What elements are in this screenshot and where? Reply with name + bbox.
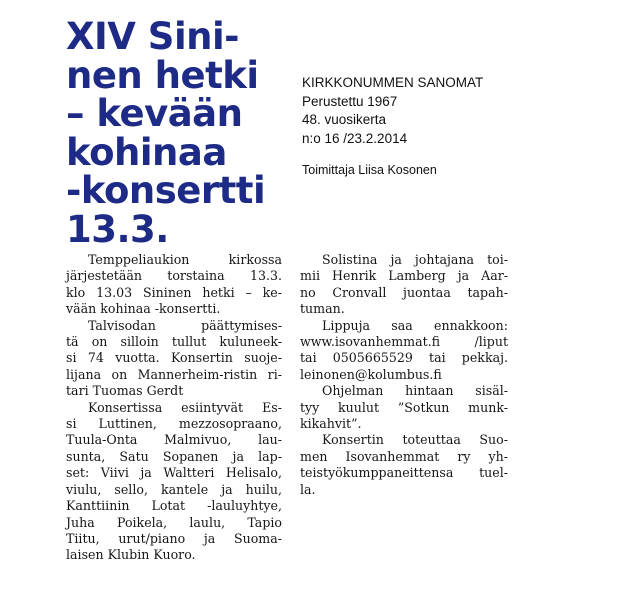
headline-line: -konsertti — [66, 169, 266, 212]
headline-line: 13.3. — [66, 207, 169, 251]
article-line: Tiitu, urut/piano ja Suoma- — [66, 530, 282, 546]
article-line: tuman. — [300, 301, 345, 317]
article-line: Kanttiinin Lotat -lauluyhtye, — [66, 498, 282, 514]
article-line: Juha Poikela, laulu, Tapio — [66, 514, 282, 530]
article-paragraph — [300, 318, 508, 384]
volume-line: 48. vuosikerta — [302, 112, 387, 127]
article-column-2 — [300, 252, 508, 498]
article-line: tari Tuomas Gerdt — [66, 383, 184, 399]
masthead — [302, 74, 483, 148]
article-line: Tuula-Onta Malmivuo, lau- — [66, 432, 282, 448]
editor-credit: Toimittaja Liisa Kosonen — [302, 163, 437, 177]
article-line: klo 13.03 Sininen hetki – ke- — [66, 284, 282, 300]
article-line: Konsertissa esiintyvät Es- — [88, 399, 282, 415]
paper-name: KIRKKONUMMEN SANOMAT — [302, 75, 484, 90]
article-line: kikahvit”. — [300, 416, 362, 432]
article-paragraph — [66, 400, 282, 564]
article-line: lijana on Mannerheim-ristin ri- — [66, 366, 282, 382]
article-line: Ohjelman hintaan sisäl- — [322, 383, 508, 399]
headline-line: – kevään — [66, 92, 243, 135]
article-line: men Isovanhemmat ry yh- — [300, 448, 508, 464]
article-line: laisen Klubin Kuoro. — [66, 547, 196, 563]
article-line: viulu, sello, kantele ja huilu, — [66, 481, 282, 497]
article-line: si Luttinen, mezzosopraano, — [66, 416, 282, 432]
article-line: Talvisodan päättymises- — [88, 317, 282, 333]
article-line: tyy kuulut ”Sotkun munk- — [300, 399, 508, 415]
article-paragraph — [66, 252, 282, 318]
article-line: Temppeliaukion kirkossa — [88, 252, 282, 267]
article-paragraph — [300, 252, 508, 318]
headline-line: XIV Sini- — [66, 15, 240, 58]
headline-line: kohinaa — [66, 130, 227, 174]
article-line: Solistina ja johtajana toi- — [322, 252, 508, 267]
founded-line: Perustettu 1967 — [302, 93, 398, 109]
article-line: Konsertin toteuttaa Suo- — [322, 432, 508, 448]
article-line: järjestetään torstaina 13.3. — [66, 268, 282, 284]
article-line: leinonen@kolumbus.fi — [300, 366, 442, 382]
article-column-1 — [66, 252, 282, 564]
article-paragraph — [66, 318, 282, 400]
article-line: set: Viivi ja Waltteri Helisalo, — [66, 465, 282, 481]
article-line: la. — [300, 481, 316, 497]
article-line: tai 0505665529 tai pekkaj. — [300, 350, 508, 366]
article-line: si 74 vuotta. Konsertin suoje- — [66, 350, 282, 366]
article-line: sunta, Satu Sopanen ja lap- — [66, 448, 282, 464]
article-line: tä on silloin tullut kuluneek- — [66, 334, 282, 350]
article-line: teistyökumppaneittensa tuel- — [300, 465, 508, 481]
headline-line: nen hetki — [66, 53, 259, 97]
article-line: no Cronvall juontaa tapah- — [300, 284, 508, 300]
issue-line: n:o 16 /23.2.2014 — [302, 130, 408, 146]
article-line: www.isovanhemmat.fi /liput — [300, 334, 508, 350]
article-line: mii Henrik Lamberg ja Aar- — [300, 268, 508, 284]
article-line: Lippuja saa ennakkoon: — [322, 317, 508, 333]
article-paragraph — [300, 383, 508, 432]
article-paragraph — [300, 432, 508, 498]
article-line: vään kohinaa -konsertti. — [66, 301, 221, 317]
headline — [66, 15, 266, 251]
